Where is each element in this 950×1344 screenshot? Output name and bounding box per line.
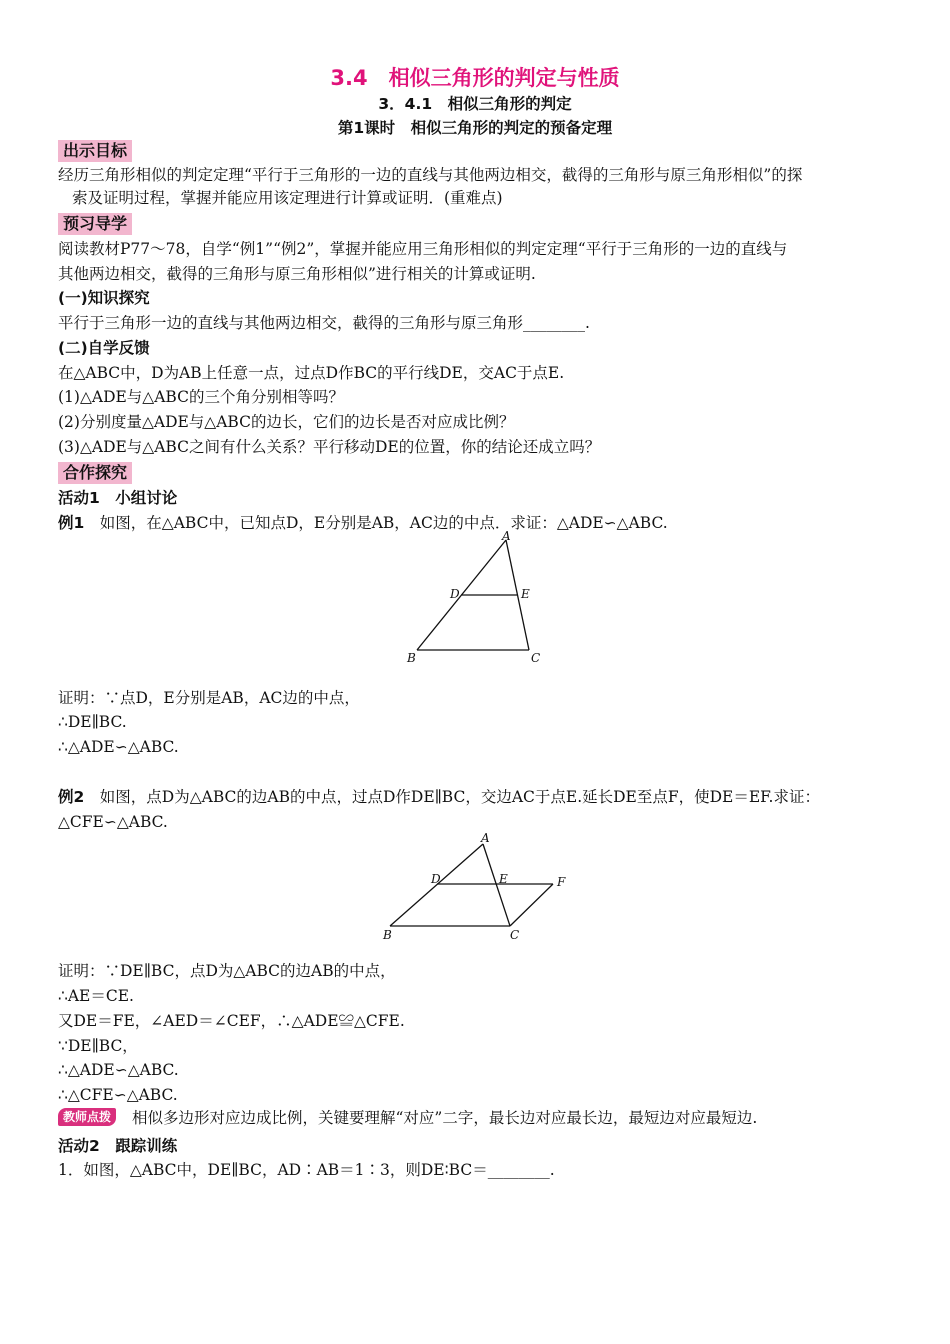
- exercise-1-text: 1．如图，△ABC中，DE∥BC，AD∶AB＝1∶3，则DE∶BC＝________.: [58, 1161, 555, 1179]
- goals-line-1: 经历三角形相似的判定定理“平行于三角形的一边的直线与其他两边相交，截得的三角形与原三角形相似”的探: [58, 166, 803, 184]
- section-subtitle: 3．4.1 相似三角形的判定: [378, 95, 572, 113]
- feedback-heading: (二)自学反馈: [58, 339, 150, 357]
- knowledge-heading: (一)知识探究: [58, 289, 150, 307]
- label-a: A: [502, 529, 511, 543]
- label-a: A: [481, 831, 490, 845]
- example-2-proof-6: ∴△CFE∽△ABC.: [58, 1086, 178, 1104]
- label-f: F: [557, 875, 566, 889]
- label-e: E: [499, 872, 508, 886]
- example-1-proof-1: 证明：∵点D，E分别是AB，AC边的中点，: [58, 689, 360, 707]
- example-2-label: 例2: [58, 788, 85, 806]
- label-d: D: [431, 872, 441, 886]
- page-title: 3.4 相似三角形的判定与性质: [330, 66, 620, 90]
- coop-tag: 合作探究: [58, 462, 132, 484]
- activity-1-heading: 活动1 小组讨论: [58, 489, 178, 507]
- example-2-statement: [58, 787, 820, 807]
- example-2-proof-2: ∴AE＝CE.: [58, 987, 134, 1005]
- example-1-label: 例1: [58, 514, 85, 532]
- feedback-question-2: (2)分别度量△ADE与△ABC的边长，它们的边长是否对应成比例？: [58, 413, 515, 431]
- example-2-figure: [375, 828, 575, 948]
- teacher-tip-text: 相似多边形对应边成比例，关键要理解“对应”二字，最长边对应最长边，最短边对应最短边.: [132, 1109, 758, 1127]
- example-2-proof-5: ∴△ADE∽△ABC.: [58, 1061, 179, 1079]
- label-e: E: [521, 587, 530, 601]
- label-b: B: [407, 651, 416, 665]
- example-1-statement: [58, 513, 668, 533]
- feedback-question-3: (3)△ADE与△ABC之间有什么关系？平行移动DE的位置，你的结论还成立吗？: [58, 438, 601, 456]
- goals-tag: 出示目标: [58, 140, 132, 162]
- preview-tag: 预习导学: [58, 213, 132, 235]
- example-2-text-1: 如图，点D为△ABC的边AB的中点，过点D作DE∥BC，交边AC于点E.延长DE至点F，使DE＝EF.求证：: [84, 788, 820, 806]
- lesson-title: 第1课时 相似三角形的判定的预备定理: [337, 119, 613, 137]
- teacher-tip-badge: 教师点拨: [58, 1108, 116, 1126]
- feedback-intro: 在△ABC中，D为AB上任意一点，过点D作BC的平行线DE，交AC于点E.: [58, 364, 565, 382]
- label-d: D: [450, 587, 460, 601]
- example-1-proof-2: ∴DE∥BC.: [58, 713, 127, 731]
- example-2-proof-1: 证明：∵DE∥BC，点D为△ABC的边AB的中点，: [58, 962, 396, 980]
- example-2-proof-4: ∵DE∥BC，: [58, 1037, 138, 1055]
- label-c: C: [510, 928, 520, 942]
- label-b: B: [383, 928, 392, 942]
- example-1-figure: [400, 528, 560, 668]
- preview-line-1: 阅读教材P77～78，自学“例1”“例2”，掌握并能应用三角形相似的判定定理“平行于三角形的一边的直线与: [58, 240, 788, 258]
- example-2-text-2: △CFE∽△ABC.: [58, 813, 168, 831]
- example-1-text: 如图，在△ABC中，已知点D，E分别是AB，AC边的中点．求证：△ADE∽△ABC.: [84, 514, 668, 532]
- feedback-question-1: (1)△ADE与△ABC的三个角分别相等吗？: [58, 388, 344, 406]
- preview-line-2: 其他两边相交，截得的三角形与原三角形相似”进行相关的计算或证明.: [58, 265, 536, 283]
- activity-2-heading: 活动2 跟踪训练: [58, 1137, 178, 1155]
- knowledge-text: 平行于三角形一边的直线与其他两边相交，截得的三角形与原三角形________.: [58, 314, 590, 332]
- label-c: C: [531, 651, 541, 665]
- example-2-proof-3: 又DE＝FE，∠AED＝∠CEF，∴△ADE≌△CFE.: [58, 1012, 405, 1030]
- example-1-proof-3: ∴△ADE∽△ABC.: [58, 738, 179, 756]
- goals-line-2: 索及证明过程，掌握并能应用该定理进行计算或证明．(重难点): [72, 189, 503, 207]
- segment-cf: [510, 884, 553, 926]
